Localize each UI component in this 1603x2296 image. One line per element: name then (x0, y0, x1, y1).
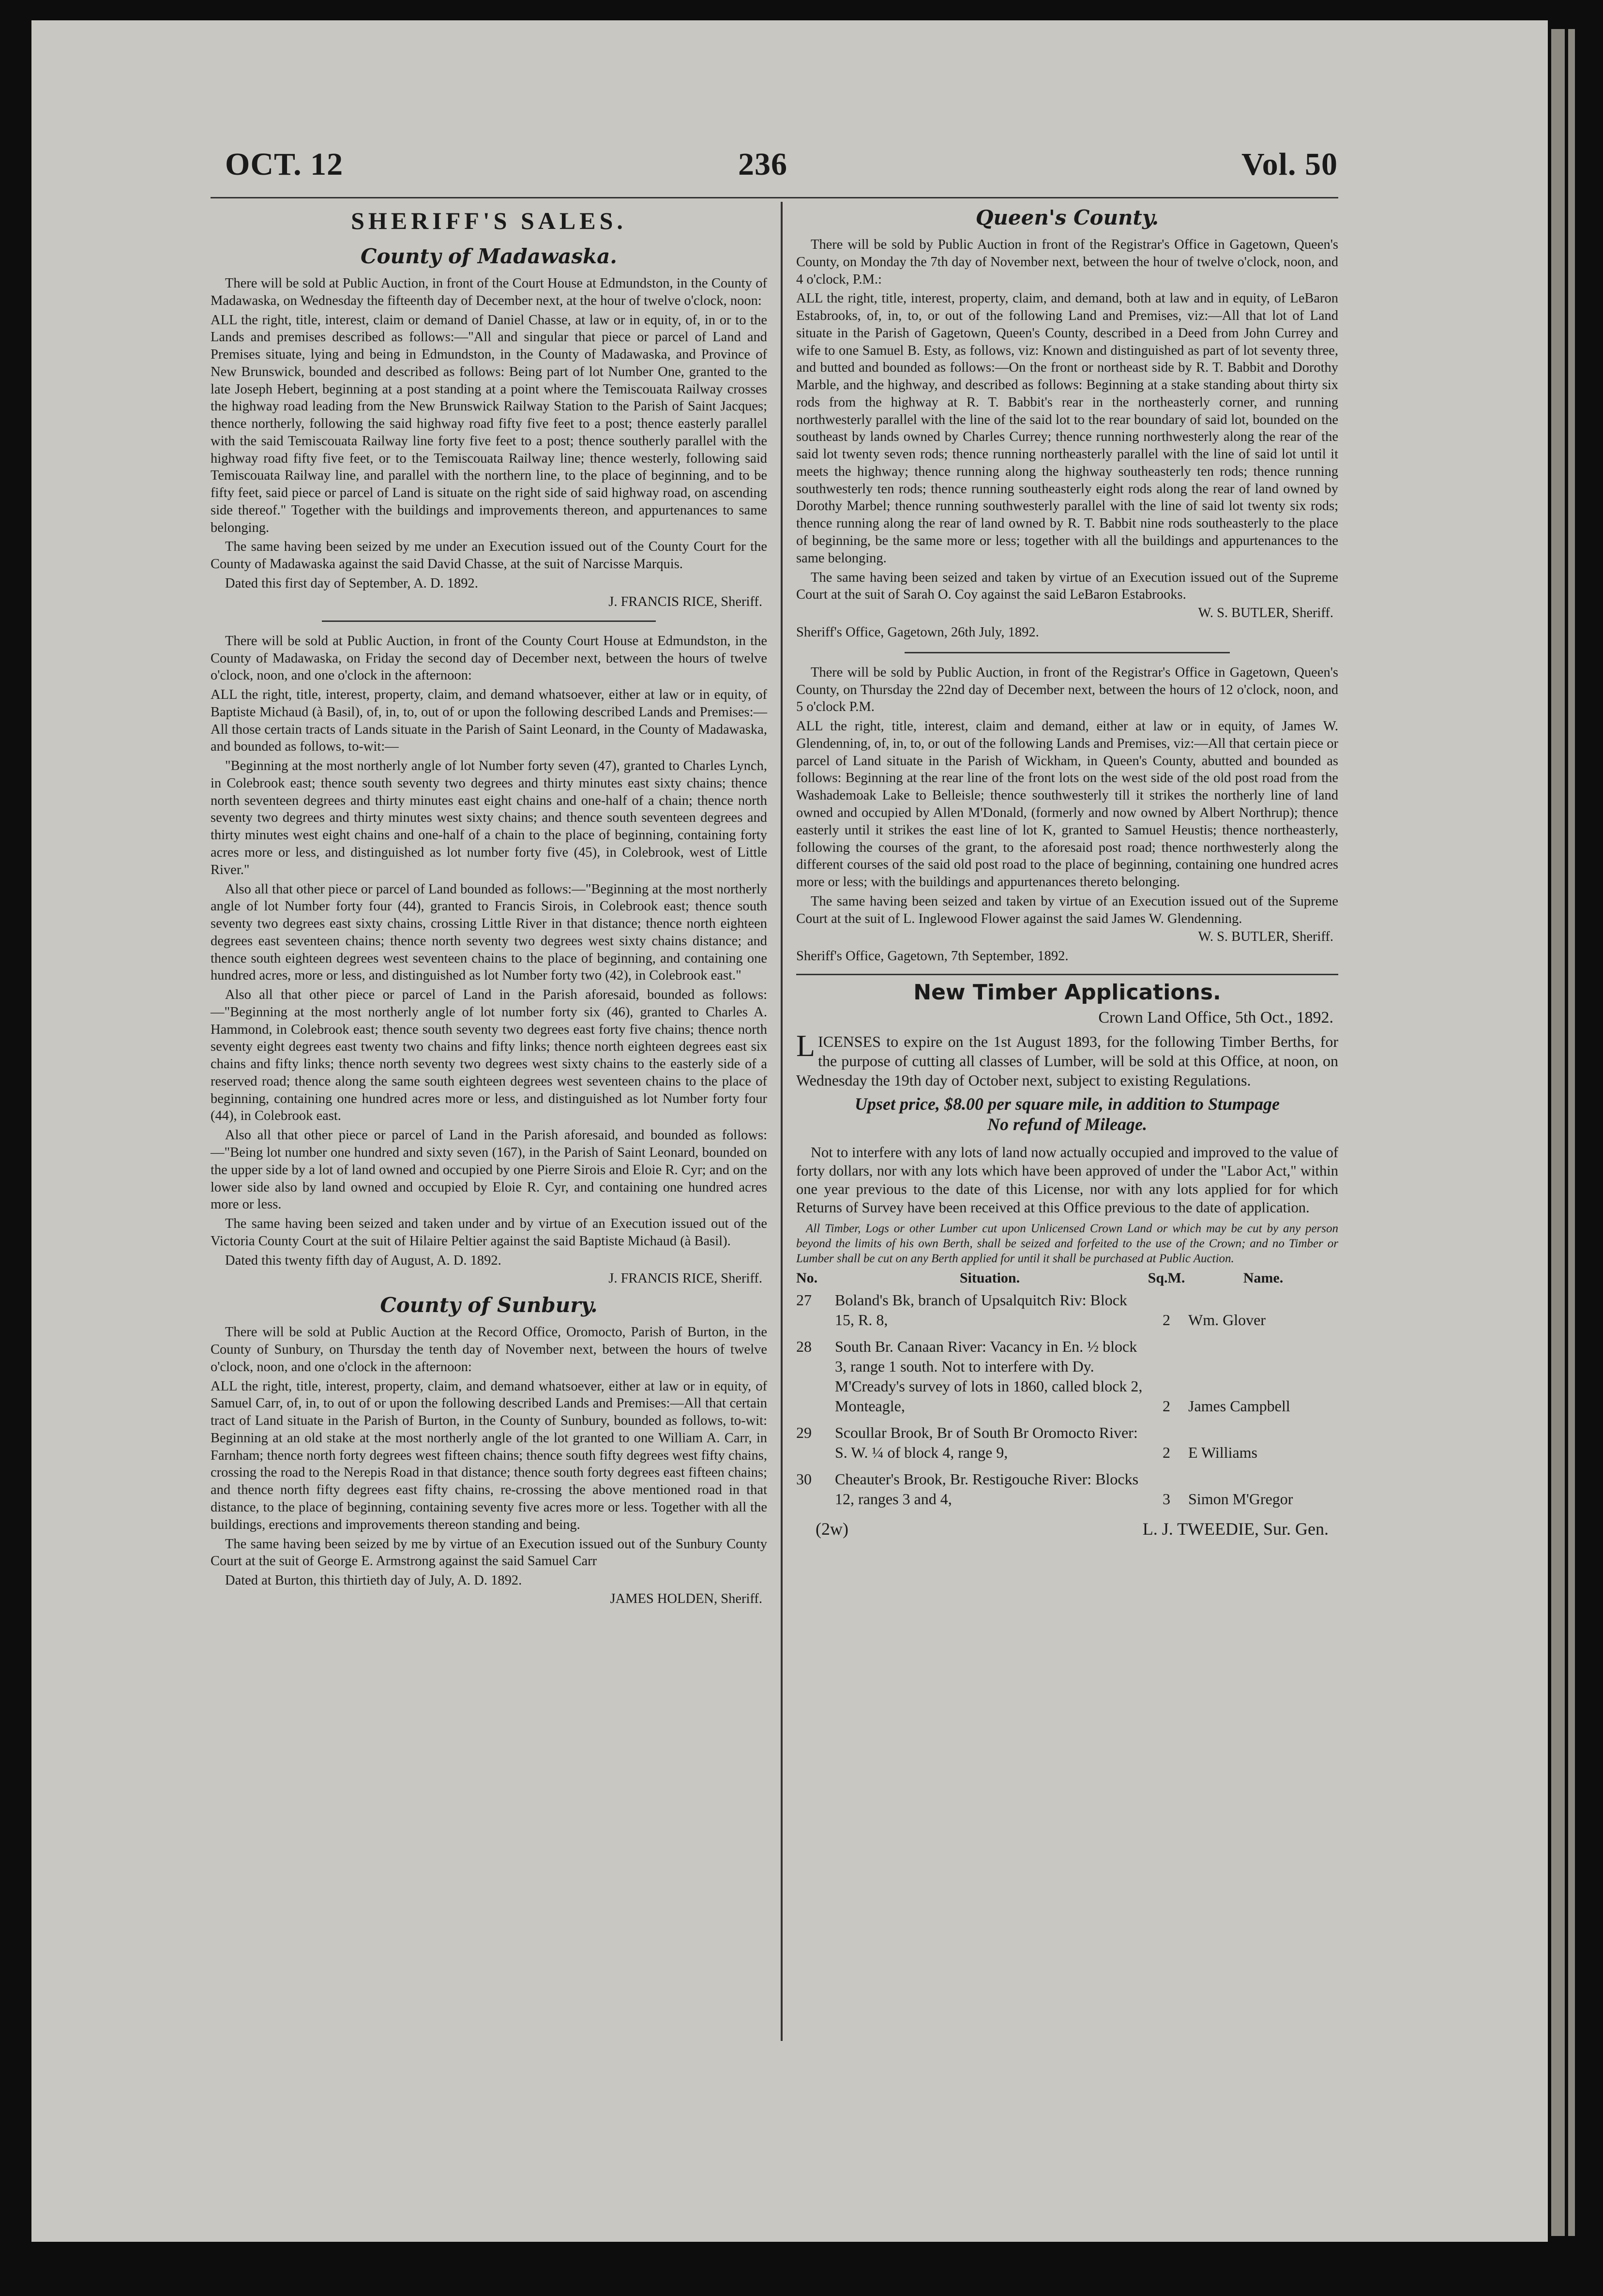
notice-paragraph: Also all that other piece or parcel of Land bounded as follows:—"Beginning at the most northerly angle of lot Number forty four (44), granted to Francis Sirois, in Colebrook east; thence south seventy two degrees east sixty chains, crossing Little River in that distance; thence north eighteen degrees east seventeen chains; thence north seventy two degrees west sixty chains distance; and thence south eighteen degrees west seventeen chains to the place of beginning, and containing one hundred acres, more or less, and distinguished as lot Number forty two (42), in Colebrook east." (211, 881, 767, 983)
separator (322, 620, 656, 622)
upset-price-line: No refund of Mileage. (987, 1115, 1147, 1134)
dated-line: Dated this first day of September, A. D. 1892. (225, 576, 478, 591)
berth-name: James Campbell (1188, 1397, 1290, 1415)
column-header: No. (796, 1270, 818, 1286)
notice-paragraph: There will be sold by Public Auction, in front of the Registrar's Office in Gagetown, Queen's County, on Thursday the 22nd day of December next, between the hours of 12 o'clock, noon, and 5 o'clock P.M. (796, 665, 1338, 715)
berth-situation: Cheauter's Brook, Br. Restigouche River: Blocks 12, ranges 3 and 4, (835, 1470, 1139, 1508)
table-header-row (796, 1270, 1338, 1288)
notice-paragraph: There will be sold by Public Auction in front of the Registrar's Office in Gagetown, Queen's County, on Monday the 7th day of November next, between the hour of twelve o'clock, noon, and 4 o'clock, P.M.: (796, 237, 1338, 287)
column-rule (781, 202, 783, 2041)
header-date: OCT. 12 (225, 147, 344, 182)
sheriff-office-line: Sheriff's Office, Gagetown, 26th July, 1892. (796, 625, 1039, 640)
queens-heading: Queen's County. (975, 206, 1159, 229)
notice-paragraph: ALL the right, title, interest, claim and demand, either at law or in equity, of James W. Glendenning, of, in, to, or out of the following Lands and Premises, viz:—All that certain piece or parcel of Land situate in the Parish of Wickham, in Queen's County, abutted and bounded as follows: Beginning at the rear line of the front lots on the west side of the old post road from the Washademoak Lake to Belleisle; thence southwesterly till it strikes the northerly line of land owned and occupied by Allen M'Donald, (formerly and now owned by Albert Northrup); thence easterly until it strikes the east line of lot K, granted to Samuel Heustis; thence northeasterly, following the courses of the grant, to the aforesaid post road; thence northwesterly along the different courses of the said old post road to the place of beginning, containing one hundred acres more or less; with the buildings and appurtenances thereto belonging. (796, 719, 1338, 890)
berth-name: Wm. Glover (1188, 1311, 1266, 1329)
column-header: Name. (1243, 1270, 1284, 1286)
sunbury-heading: County of Sunbury. (380, 1293, 598, 1317)
column-header: Sq.M. (1148, 1270, 1185, 1286)
table-row (796, 1288, 1338, 1335)
left-column (211, 202, 767, 1610)
notice-paragraph: Also all that other piece or parcel of Land in the Parish aforesaid, and bounded as follows:—"Being lot number one hundred and sixty seven (167), in the Parish of Saint Leonard, bounded on the upper side by a lot of land owned and occupied by one Pierre Sirois and Eloie R. Cyr; and on the lower side also by land owned and occupied by Eloie R. Cyr, and containing one hundred acres more or less. (211, 1128, 767, 1212)
page-edge-strip (1568, 29, 1575, 2236)
sheriff-signature: J. FRANCIS RICE, Sheriff. (608, 594, 762, 609)
berth-number: 30 (796, 1470, 812, 1488)
berth-situation: South Br. Canaan River: Vacancy in En. ½ block 3, range 1 south. Not to interfere with Dy. M'Cready's survey of lots in 1860, called block 2, Monteagle, (835, 1338, 1143, 1415)
notice-paragraph: ALL the right, title, interest, property, claim, and demand whatsoever, either at law or in equity, of Samuel Carr, of, in, to out of or upon the following described Lands and Premises:—All that certain tract of Land situate in the Parish of Burton, in the County of Sunbury, bounded as follows, to-wit: Beginning at an old stake at the most northerly angle of the lot granted to one William A. Carr, in Farnham; thence north forty degrees west fifteen chains; thence south fifty degrees west fifty chains, crossing the road to the Nerepis Road in that distance; thence south forty degrees east fifteen chains; and thence north fifty degrees east fifty chains, re-crossing the above mentioned road in that distance, to the place of beginning, containing seventy five acres more or less. Together with all the buildings, erections and improvements thereon standing and being. (211, 1378, 767, 1532)
berth-name: E Williams (1188, 1444, 1257, 1462)
berth-number: 27 (796, 1291, 812, 1309)
notice-paragraph: Also all that other piece or parcel of Land in the Parish aforesaid, bounded as follows:—"Beginning at the most northerly angle of lot number forty six (46), granted to Charles A. Hammond, in Colebrook east; thence south seventy two degrees east forty five chains; thence north seventy eight degrees east twenty two chains and fifty links; thence north eighteen degrees east six chains and fifty links; thence north seventy two degrees west sixty chains to the easterly side of a reserved road; thence along the same south eighteen degrees west seventeen chains to the place of beginning, containing one hundred acres more or less, and distinguished as lot Number forty four (44), in Colebrook east. (211, 987, 767, 1124)
berth-square-miles: 3 (1163, 1490, 1170, 1508)
table-row (796, 1467, 1338, 1514)
notice-paragraph: There will be sold at Public Auction, in front of the County Court House at Edmundston, in the County of Madawaska, on Friday the second day of December next, between the hours of twelve o'clock, noon, and one o'clock in the afternoon: (211, 633, 767, 683)
header-volume: Vol. 50 (1241, 147, 1338, 182)
notice-paragraph: The same having been seized and taken by virtue of an Execution issued out of the Supreme Court at the suit of L. Inglewood Flower against the said James W. Glendenning. (796, 893, 1338, 926)
berth-square-miles: 2 (1163, 1397, 1170, 1415)
timber-lead-text: ICENSES to expire on the 1st August 1893, for the following Timber Berths, for the purpose of cutting all classes of Lumber, will be sold at this Office, at noon, on Wednesday the 19th day of October next, subject to existing Regulations. (796, 1033, 1338, 1089)
notice-paragraph: ALL the right, title, interest, property, claim, and demand whatsoever, either at law or in equity, of Baptiste Michaud (à Basil), of, in, to, out of or upon the following described Lands and Premises:—All those certain tracts of Lands situate in the Parish of Saint Leonard, in the County of Madawaska, and bounded as follows, to-wit:— (211, 687, 767, 755)
column-header: Situation. (959, 1270, 1020, 1286)
berth-square-miles: 2 (1163, 1444, 1170, 1462)
timber-berths-table (796, 1270, 1338, 1514)
notice-paragraph: The same having been seized by me under an Execution issued out of the County Court for the County of Madawaska against the said David Chasse, at the suit of Narcisse Marquis. (211, 539, 767, 572)
surveyor-general-signature: L. J. TWEEDIE, Sur. Gen. (1142, 1519, 1329, 1539)
berth-name: Simon M'Gregor (1188, 1490, 1293, 1508)
timber-dateline: Crown Land Office, 5th Oct., 1892. (1098, 1009, 1333, 1027)
sheriff-signature: J. FRANCIS RICE, Sheriff. (608, 1271, 762, 1286)
notice-paragraph: There will be sold at Public Auction at the Record Office, Oromocto, Parish of Burton, in the County of Sunbury, on Thursday the tenth day of November next, between the hours of twelve o'clock, noon, and one o'clock in the afternoon: (211, 1325, 767, 1375)
separator (796, 974, 1338, 975)
sheriff-signature: JAMES HOLDEN, Sheriff. (610, 1591, 762, 1606)
dated-line: Dated this twenty fifth day of August, A. D. 1892. (225, 1253, 501, 1268)
upset-price (796, 1094, 1338, 1134)
page-edge-strip (1551, 29, 1565, 2236)
sheriff-signature: W. S. BUTLER, Sheriff. (1198, 605, 1333, 621)
insertion-code: (2w) (816, 1519, 848, 1539)
header-page-number: 236 (738, 147, 787, 182)
dated-line: Dated at Burton, this thirtieth day of July, A. D. 1892. (225, 1573, 522, 1588)
drop-cap: L (796, 1028, 816, 1063)
berth-situation: Scoullar Brook, Br of South Br Oromocto River: S. W. ¼ of block 4, range 9, (835, 1424, 1138, 1462)
madawaska-heading: County of Madawaska. (361, 244, 617, 268)
notice-paragraph: The same having been seized by me by virtue of an Execution issued out of the Sunbury County Court at the suit of George E. Armstrong against the said Samuel Carr (211, 1536, 767, 1569)
table-row (796, 1335, 1338, 1421)
notice-paragraph: The same having been seized and taken under and by virtue of an Execution issued out of the Victoria County Court at the suit of Hilaire Peltier against the said Baptiste Michaud (à Basil). (211, 1216, 767, 1249)
notice-paragraph: ALL the right, title, interest, claim or demand of Daniel Chasse, at law or in equity, of, in or to the Lands and premises described as follows:—"All and singular that piece or parcel of Land and Premises situate, lying and being in Edmundston, in the County of Madawaska, and Province of New Brunswick, bounded and described as follows: Being part of lot Number One, granted to the late Joseph Hebert, beginning at a post standing at a point where the Temiscouata Railway crosses the highway road leading from the New Brunswick Railway Station to the Parish of Saint Jacques; thence northerly, following the said highway road fifty five feet to a post; thence easterly parallel with the said Temiscouata Railway line forty five feet to a post; thence southerly parallel with the highway road fifty five feet, or to the Temiscouata Railway line; thence westerly, following said Temiscouata Railway line, and parallel with the northern line, to the place of beginning, and to be fifty feet, said piece or parcel of Land is situate on the right side of said highway road, on ascending side thereof." Together with the buildings and improvements thereon, and appurtenances to same belonging. (211, 312, 767, 535)
right-column (796, 202, 1338, 1539)
timber-footer (796, 1519, 1338, 1539)
sheriff-office-line: Sheriff's Office, Gagetown, 7th September, 1892. (796, 949, 1069, 964)
newspaper-page (31, 20, 1548, 2242)
sheriff-signature: W. S. BUTLER, Sheriff. (1198, 929, 1333, 945)
notice-paragraph: ALL the right, title, interest, property, claim, and demand, both at law and in equity, of LeBaron Estabrooks, of, in, to, or out of the following Land and Premises, viz:—All that lot of Land situate in the Parish of Gagetown, Queen's County, described in a Deed from John Currey and wife to one Samuel B. Esty, as follows, viz: Known and distinguished as part of lot seventy three, and butted and bounded as follows:—On the front or northeast side by R. T. Babbit and Dorothy Marble, and the highway, and described as follows: Beginning at a stake standing about thirty six rods from the highway at R. T. Babbit's rear in the northeasterly corner, and running northwesterly parallel with the line of the said lot to the rear boundary of said lot, bounded on the southeast by lands owned by Charles Currey; thence running northwesterly along the rear of the said lot twenty seven rods; thence running northeasterly parallel with the line of said lot until it meets the highway; thence running along the highway southeasterly ten rods; thence running southwesterly ten rods; thence running southeasterly eight rods along the rear of land owned by Dorothy Marbel; thence running southwesterly parallel with the line of said lot twenty six rods; thence running along the rear of land owned by R. T. Babbit nine rods southeasterly to the place of beginning, be the same more or less; together with all the buildings and appurtenances to the same belonging. (796, 291, 1338, 566)
notice-paragraph: "Beginning at the most northerly angle of lot Number forty seven (47), granted to Charles Lynch, in Colebrook east; thence south seventy two degrees and thirty minutes east sixty chains; thence north seventeen degrees and thirty minutes east eight chains and one-half of a chain; thence north seventy two degrees and thirty minutes west sixty chains; and thence south seventeen degrees and thirty minutes west eight chains and one-half of a chain to the place of beginning, containing forty acres more or less, and distinguished as lot number forty five (45), in Colebrook, west of Little River." (211, 758, 767, 877)
notice-paragraph: The same having been seized and taken by virtue of an Execution issued out of the Supreme Court at the suit of Sarah O. Coy against the said LeBaron Estabrooks. (796, 570, 1338, 603)
timber-conditions: Not to interfere with any lots of land now actually occupied and improved to the value of forty dollars, nor with any lots which have been approved of under the "Labor Act," within one year previous to the date of this License, nor with any lots applied for for which Returns of Survey have been received at this Office previous to the date of application. (796, 1144, 1338, 1216)
section-title: SHERIFF'S SALES. (351, 207, 627, 234)
table-row (796, 1421, 1338, 1467)
berth-number: 29 (796, 1424, 812, 1442)
timber-lead (796, 1028, 1338, 1090)
berth-number: 28 (796, 1338, 812, 1356)
timber-fine-print: All Timber, Logs or other Lumber cut upon Unlicensed Crown Land or which may be cut by any person beyond the limits of his own Berth, shall be seized and forfeited to the use of the Crown; and no Timber or Lumber shall be cut on any Berth applied for until it shall be purchased at Public Auction. (796, 1222, 1338, 1266)
header-rule (211, 197, 1338, 198)
berth-situation: Boland's Bk, branch of Upsalquitch Riv: Block 15, R. 8, (835, 1291, 1127, 1329)
notice-paragraph: There will be sold at Public Auction, in front of the Court House at Edmundston, in the County of Madawaska, on Wednesday the fifteenth day of December next, at the hour of twelve o'clock, noon: (211, 276, 767, 308)
upset-price-line: Upset price, $8.00 per square mile, in addition to Stumpage (854, 1094, 1280, 1114)
timber-title: New Timber Applications. (913, 980, 1221, 1005)
separator (905, 652, 1230, 653)
berth-square-miles: 2 (1163, 1311, 1170, 1329)
